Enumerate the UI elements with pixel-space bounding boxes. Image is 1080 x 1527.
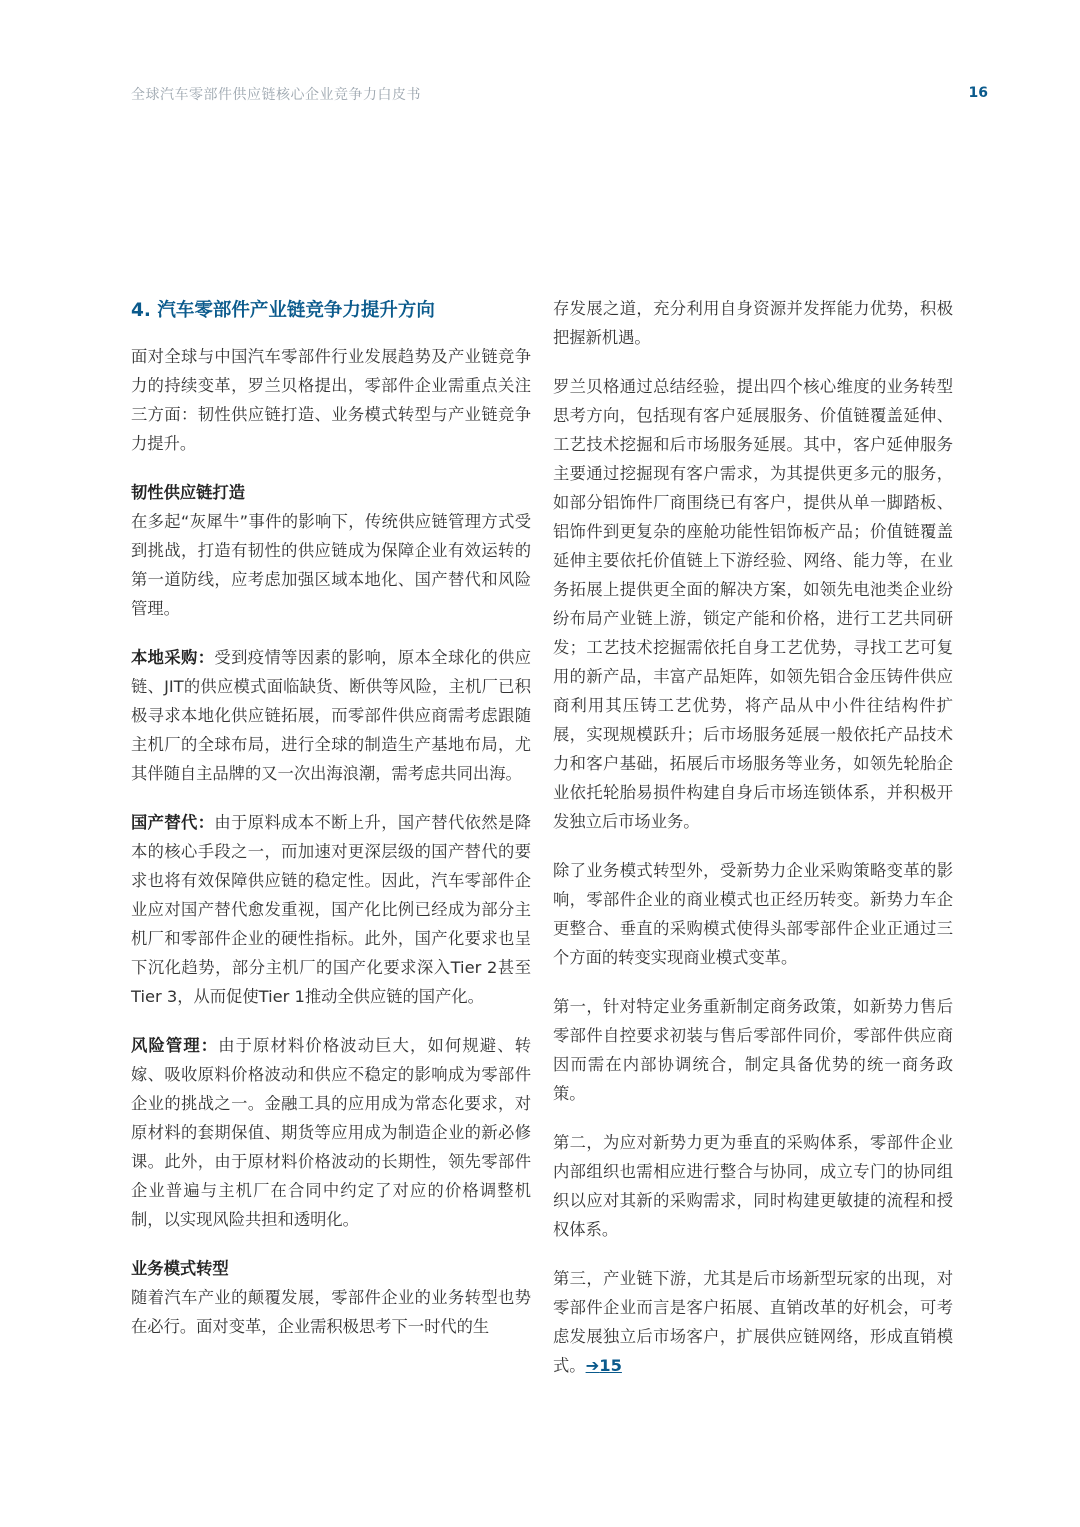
running-header-title: 全球汽车零部件供应链核心企业竞争力白皮书 — [131, 87, 421, 103]
local-sourcing-lead: 本地采购： — [131, 648, 215, 667]
business-model-paragraph-continued: 存发展之道，充分利用自身资源并发挥能力优势，积极把握新机遇。 — [553, 299, 953, 347]
business-model-paragraph-start: 随着汽车产业的颠覆发展，零部件企业的业务转型也势在必行。面对变革，企业需积极思考下一时代的生 — [131, 1288, 531, 1336]
risk-management-paragraph — [131, 1031, 531, 1234]
arrow-right-icon: ➔ — [585, 1356, 600, 1375]
section-title: 4. 汽车零部件产业链竞争力提升方向 — [131, 300, 435, 321]
domestic-substitution-lead: 国产替代： — [131, 813, 215, 832]
page-reference-link[interactable] — [586, 1356, 622, 1375]
third-point-paragraph — [553, 1264, 953, 1380]
subheading-business-model: 业务模式转型 — [131, 1259, 229, 1278]
four-dimensions-paragraph: 罗兰贝格通过总结经验，提出四个核心维度的业务转型思考方向，包括现有客户延展服务、价值链覆盖延伸、工艺技术挖掘和后市场服务延展。其中，客户延伸服务主要通过挖掘现有客户需求，为其提供更多元的服务，如部分铝饰件厂商围绕已有客户，提供从单一脚踏板、铝饰件到更复杂的座舱功能性铝饰板产品；价值链覆盖延伸主要依托价值链上下游经验、网络、能力等，在业务拓展上提供更全面的解决方案，如领先电池类企业纷纷布局产业链上游，锁定产能和价格，进行工艺共同研发；工艺技术挖掘需依托自身工艺优势，寻找工艺可复用的新产品，丰富产品矩阵，如领先铝合金压铸件供应商利用其压铸工艺优势，将产品从中小件往结构件扩展，实现规模跃升；后市场服务延展一般依托产品技术力和客户基础，拓展后市场服务等业务，如领先轮胎企业依托轮胎易损件构建自身后市场连锁体系，并积极开发独立后市场业务。 — [553, 377, 953, 831]
first-point-paragraph: 第一，针对特定业务重新制定商务政策，如新势力售后零部件自控要求初装与售后零部件同价，零部件供应商因而需在内部协调统合，制定具备优势的统一商务政策。 — [553, 997, 953, 1103]
reference-page-number: 15 — [599, 1356, 622, 1375]
intro-paragraph: 面对全球与中国汽车零部件行业发展趋势及产业链竞争力的持续变革，罗兰贝格提出，零部件企业需重点关注三方面：韧性供应链打造、业务模式转型与产业链竞争力提升。 — [131, 347, 531, 453]
right-column — [553, 294, 953, 1400]
subheading-resilient-supply-chain: 韧性供应链打造 — [131, 483, 245, 502]
risk-management-lead: 风险管理： — [131, 1036, 219, 1055]
second-point-paragraph: 第二，为应对新势力更为垂直的采购体系，零部件企业内部组织也需相应进行整合与协同，成立专门的协同组织以应对其新的采购需求，同时构建更敏捷的流程和授权体系。 — [553, 1133, 953, 1239]
local-sourcing-text: 受到疫情等因素的影响，原本全球化的供应链、JIT的供应模式面临缺货、断供等风险，主机厂已积极寻求本地化供应链拓展，而零部件供应商需考虑跟随主机厂的全球布局，进行全球的制造生产基地布局，尤其伴随自主品牌的又一次出海浪潮，需考虑共同出海。 — [131, 648, 531, 783]
domestic-substitution-text: 由于原料成本不断上升，国产替代依然是降本的核心手段之一，而加速对更深层级的国产替代的要求也将有效保障供应链的稳定性。因此，汽车零部件企业应对国产替代愈发重视，国产化比例已经成为部分主机厂和零部件企业的硬性指标。此外，国产化要求也呈下沉化趋势，部分主机厂的国产化要求深入Tier 2甚至Tier 3，从而促使Tier 1推动全供应链的国产化。 — [131, 813, 531, 1006]
resilient-supply-chain-paragraph: 在多起“灰犀牛”事件的影响下，传统供应链管理方式受到挑战，打造有韧性的供应链成为保障企业有效运转的第一道防线，应考虑加强区域本地化、国产替代和风险管理。 — [131, 512, 531, 618]
new-forces-paragraph: 除了业务模式转型外，受新势力企业采购策略变革的影响，零部件企业的商业模式也正经历转变。新势力车企更整合、垂直的采购模式使得头部零部件企业正通过三个方面的转变实现商业模式变革。 — [553, 861, 953, 967]
risk-management-text: 由于原材料价格波动巨大，如何规避、转嫁、吸收原料价格波动和供应不稳定的影响成为零部件企业的挑战之一。金融工具的应用成为常态化要求，对原材料的套期保值、期货等应用成为制造企业的新必修课。此外，由于原材料价格波动的长期性，领先零部件企业普遍与主机厂在合同中约定了对应的价格调整机制，以实现风险共担和透明化。 — [131, 1036, 531, 1229]
domestic-substitution-paragraph — [131, 808, 531, 1011]
left-column — [131, 294, 531, 1361]
third-point-text: 第三，产业链下游，尤其是后市场新型玩家的出现，对零部件企业而言是客户拓展、直销改革的好机会，可考虑发展独立后市场客户，扩展供应链网络，形成直销模式。 — [553, 1269, 953, 1375]
local-sourcing-paragraph — [131, 643, 531, 788]
page-number: 16 — [968, 85, 988, 101]
